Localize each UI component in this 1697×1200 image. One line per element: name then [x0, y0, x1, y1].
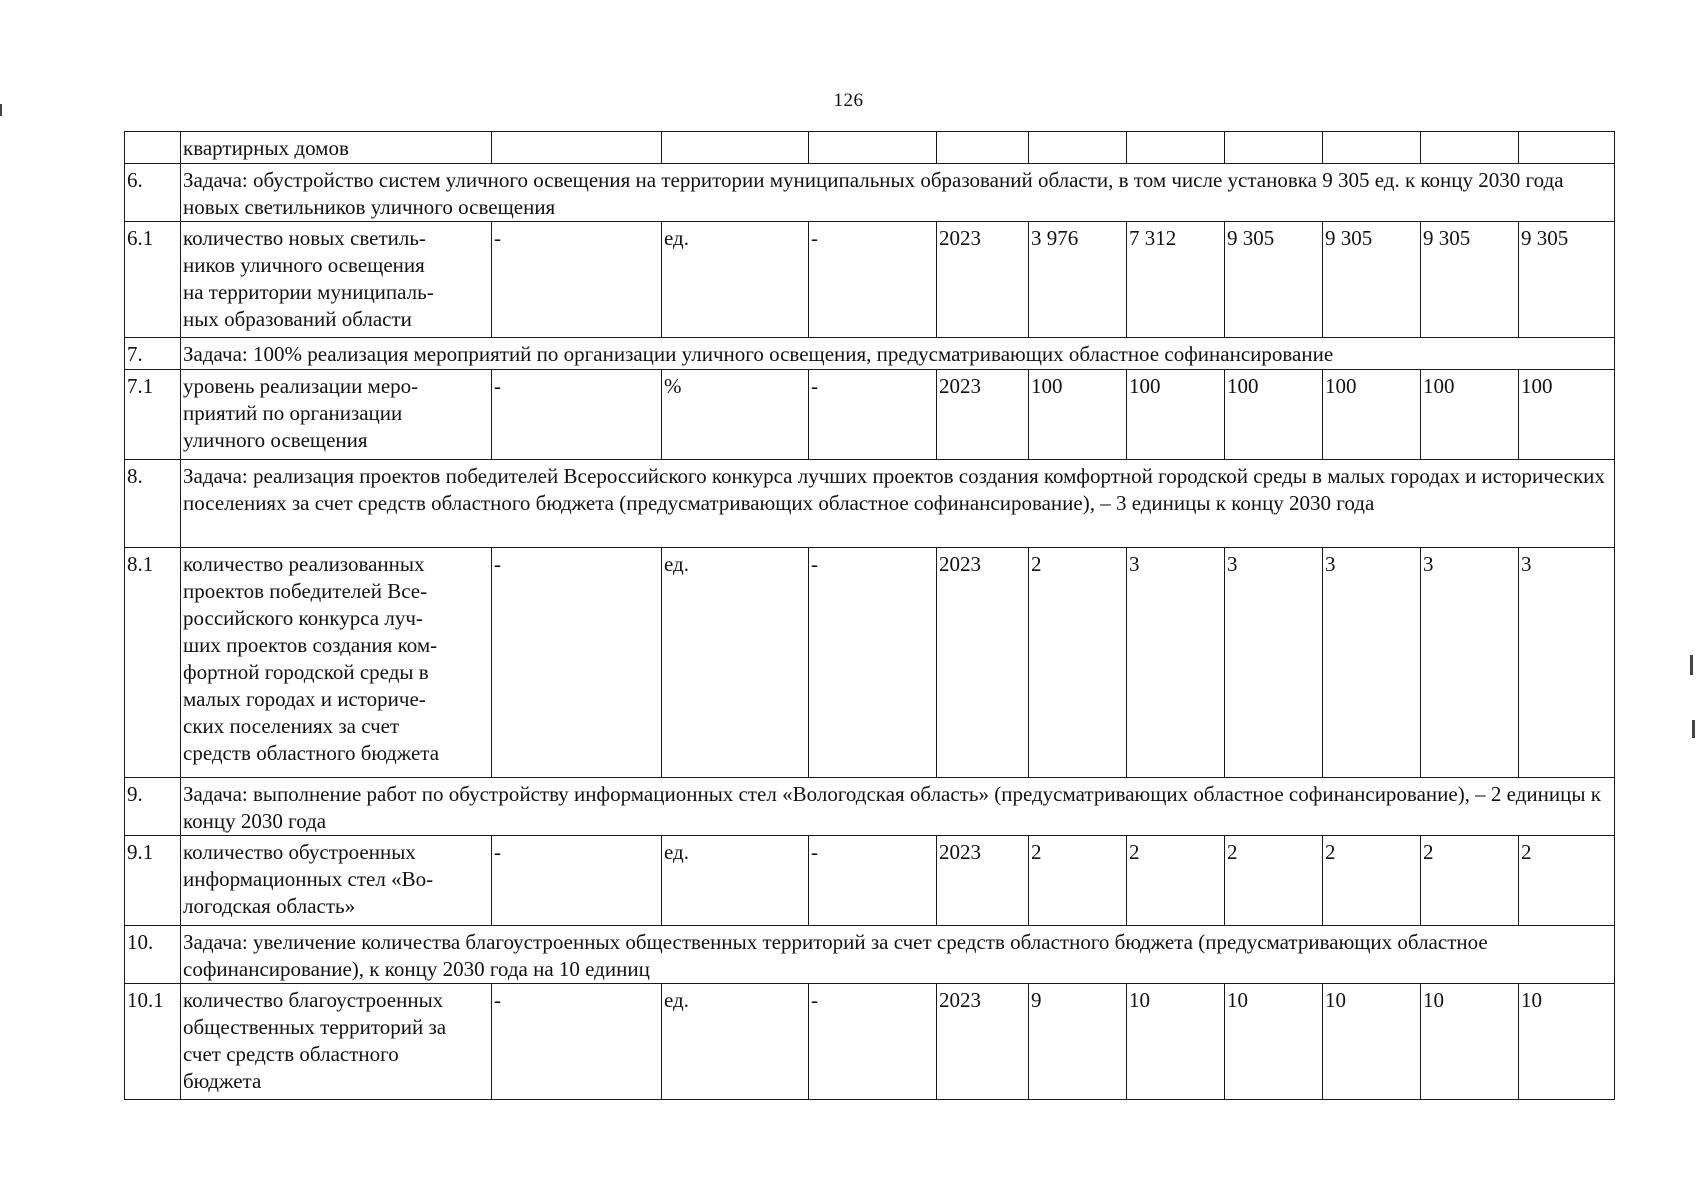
row-number-cell: 9.1 [125, 836, 181, 926]
indicator-name-line: количество реализованных [183, 552, 425, 576]
indicator-name-line: ников уличного освещения [183, 253, 425, 277]
dash-cell: - [492, 222, 662, 338]
value-cell: 9 305 [1225, 222, 1323, 338]
indicator-name-line: фортной городской среды в [183, 660, 429, 684]
base-year-cell: 2023 [937, 370, 1029, 460]
indicator-name-line: информационных стел «Во- [183, 867, 434, 891]
indicator-name-cell [181, 548, 492, 778]
row-number-cell: 7. [125, 338, 181, 370]
indicator-name-line: малых городах и историче- [183, 687, 426, 711]
indicator-row [125, 222, 1615, 338]
value-cell: 100 [1225, 370, 1323, 460]
task-row [125, 338, 1615, 370]
table-body [125, 132, 1615, 1100]
task-cell: Задача: выполнение работ по обустройству информационных стел «Вологодская область» (предусматривающих областное софинансирование), – 2 единицы к концу 2030 года [181, 778, 1615, 836]
indicator-name-cell: квартирных домов [181, 132, 492, 164]
dash-cell: - [492, 984, 662, 1100]
value-cell: 3 [1225, 548, 1323, 778]
value-cell: 2 [1029, 836, 1127, 926]
scan-artifact [0, 104, 2, 116]
base-year-cell: 2023 [937, 222, 1029, 338]
task-row [125, 926, 1615, 984]
unit-cell: ед. [662, 984, 809, 1100]
row-number-cell: 7.1 [125, 370, 181, 460]
indicator-name-line: российского конкурса луч- [183, 606, 423, 630]
row-number-cell: 10. [125, 926, 181, 984]
indicator-name-line: счет средств областного [183, 1042, 399, 1066]
indicator-name-line: количество новых светиль- [183, 226, 426, 250]
task-row [125, 164, 1615, 222]
value-cell: 9 305 [1421, 222, 1519, 338]
value-cell: 100 [1519, 370, 1615, 460]
task-row [125, 460, 1615, 548]
value-cell: 3 [1421, 548, 1519, 778]
dash-cell: - [809, 370, 937, 460]
row-number-cell: 6. [125, 164, 181, 222]
unit-cell: ед. [662, 548, 809, 778]
value-cell: 2 [1323, 836, 1421, 926]
dash-cell: - [492, 548, 662, 778]
row-number-cell: 6.1 [125, 222, 181, 338]
value-cell: 3 [1127, 548, 1225, 778]
dash-cell: - [809, 836, 937, 926]
indicator-name-line: логодская область» [183, 894, 356, 918]
scan-artifact [1692, 720, 1695, 738]
indicator-name-cell [181, 370, 492, 460]
value-cell: 9 305 [1323, 222, 1421, 338]
task-cell: Задача: реализация проектов победителей Всероссийского конкурса лучших проектов создания комфортной городской среды в малых городах и исторических поселениях за счет средств областного бюджета (предусматривающих областное софинансирование), – 3 единицы к концу 2030 года [181, 460, 1615, 548]
value-cell: 2 [1029, 548, 1127, 778]
dash-cell: - [492, 836, 662, 926]
value-cell: 2 [1421, 836, 1519, 926]
value-cell: 100 [1029, 370, 1127, 460]
unit-cell: ед. [662, 222, 809, 338]
indicator-row [125, 370, 1615, 460]
value-cell: 3 [1323, 548, 1421, 778]
task-cell: Задача: 100% реализация мероприятий по организации уличного освещения, предусматривающих областное софинансирование [181, 338, 1615, 370]
indicator-name-line: количество обустроенных [183, 840, 416, 864]
value-cell: 2 [1127, 836, 1225, 926]
indicator-name-line: средств областного бюджета [183, 741, 440, 765]
table-row [125, 132, 1615, 164]
indicator-name-cell [181, 984, 492, 1100]
task-cell: Задача: обустройство систем уличного освещения на территории муниципальных образований области, в том числе установка 9 305 ед. к концу 2030 года новых светильников уличного освещения [181, 164, 1615, 222]
dash-cell: - [809, 984, 937, 1100]
indicator-name-line: бюджета [183, 1069, 262, 1093]
indicator-name-line: количество благоустроенных [183, 988, 444, 1012]
indicator-name-line: ских поселениях за счет [183, 714, 400, 738]
indicator-name-line: уровень реализации меро- [183, 374, 419, 398]
indicator-row [125, 836, 1615, 926]
base-year-cell: 2023 [937, 548, 1029, 778]
indicator-name-cell [181, 836, 492, 926]
row-number-cell: 10.1 [125, 984, 181, 1100]
base-year-cell: 2023 [937, 984, 1029, 1100]
unit-cell: ед. [662, 836, 809, 926]
indicator-name-cell [181, 222, 492, 338]
unit-cell: % [662, 370, 809, 460]
page-number: 126 [833, 90, 864, 111]
value-cell: 10 [1421, 984, 1519, 1100]
task-cell: Задача: увеличение количества благоустроенных общественных территорий за счет средств областного бюджета (предусматривающих областное софинансирование), к концу 2030 года на 10 единиц [181, 926, 1615, 984]
base-year-cell: 2023 [937, 836, 1029, 926]
indicator-row [125, 548, 1615, 778]
value-cell: 9 [1029, 984, 1127, 1100]
dash-cell: - [809, 222, 937, 338]
indicator-name-line: общественных территорий за [183, 1015, 447, 1039]
dash-cell: - [492, 370, 662, 460]
value-cell: 3 976 [1029, 222, 1127, 338]
row-number-cell: 9. [125, 778, 181, 836]
value-cell: 2 [1519, 836, 1615, 926]
row-number-cell [125, 132, 181, 164]
value-cell: 2 [1225, 836, 1323, 926]
indicator-name-line: ших проектов создания ком- [183, 633, 438, 657]
value-cell: 10 [1225, 984, 1323, 1100]
indicator-name-line: уличного освещения [183, 428, 368, 452]
value-cell: 10 [1519, 984, 1615, 1100]
indicator-name-line: ных образований области [183, 307, 412, 331]
indicator-name-line: приятий по организации [183, 401, 403, 425]
scan-artifact [1690, 655, 1693, 675]
indicators-table [124, 131, 1615, 1100]
value-cell: 7 312 [1127, 222, 1225, 338]
row-number-cell: 8. [125, 460, 181, 548]
value-cell: 3 [1519, 548, 1615, 778]
indicator-name-line: на территории муниципаль- [183, 280, 434, 304]
dash-cell: - [809, 548, 937, 778]
value-cell: 10 [1127, 984, 1225, 1100]
indicator-row [125, 984, 1615, 1100]
indicator-name-line: проектов победителей Все- [183, 579, 428, 603]
value-cell: 100 [1323, 370, 1421, 460]
value-cell: 9 305 [1519, 222, 1615, 338]
value-cell: 10 [1323, 984, 1421, 1100]
value-cell: 100 [1421, 370, 1519, 460]
row-number-cell: 8.1 [125, 548, 181, 778]
value-cell: 100 [1127, 370, 1225, 460]
task-row [125, 778, 1615, 836]
